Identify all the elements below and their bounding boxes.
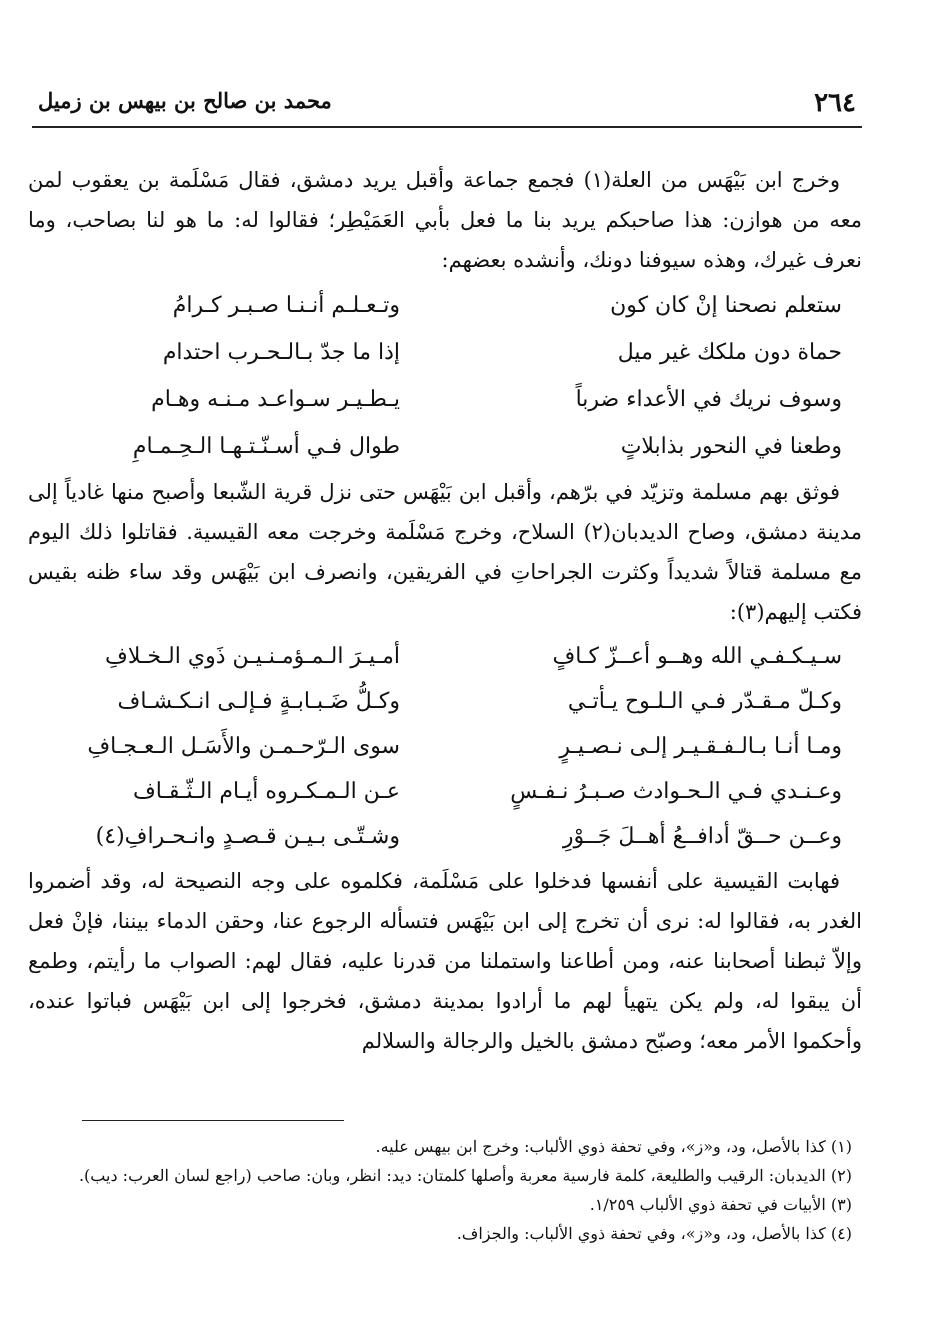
first-hemistich: ومـا أنـا بـالـفـقـيـر إلـى نـصـيـرٍ: [559, 734, 842, 759]
first-hemistich: وكـلّ مـقـدّر فـي الـلـوح يـأتـي: [567, 689, 842, 714]
header-rule: [32, 126, 862, 128]
second-hemistich: سوى الـرّحـمـن والأَسَـل الـعـجـافِ: [87, 734, 400, 759]
footnote: (٣) الأبيات في تحفة ذوي الألباب ١/٢٥٩.: [589, 1195, 852, 1214]
paragraph: وخرج ابن بَيْهَس من العلة(١) فجمع جماعة وأقبل يريد دمشق، فقال مَسْلَمة بن يعقوب لمن معه من هوازن: هذا صاحبكم يريد بنا ما فعل بأبي العَمَيْطِر؛ فقالوا له: ما هو لنا بصاحب، وما نعرف غيرك، وهذه سيوفنا دونك، وأنشده بعضهم:: [28, 168, 862, 272]
verse-line: [28, 634, 862, 679]
verse-line: [28, 376, 862, 423]
running-title: محمد بن صالح بن بيهس بن زميل: [38, 88, 332, 113]
main-text: [28, 160, 862, 1061]
verse-line: [28, 282, 862, 329]
poem: [28, 282, 862, 470]
second-hemistich: أمـيـرَ الـمـؤمـنـيـن ذَوي الـخـلافِ: [105, 644, 400, 669]
second-hemistich: وكـلُّ ضَـبـابـةٍ فـإلـى انـكـشـاف: [117, 689, 400, 714]
second-hemistich: عـن الـمـكـروه أيـام الـثّـقـاف: [132, 779, 400, 804]
verse-line: [28, 329, 862, 376]
verse-line: [28, 814, 862, 859]
paragraph: فوثق بهم مسلمة وتزيّد في برّهم، وأقبل ابن بَيْهَس حتى نزل قرية الشّبعا وأصبح منها غادياً إلى مدينة دمشق، وصاح الديدبان(٢) السلاح، وخرج مَسْلَمة وخرجت معه القيسية. فقاتلوا ذلك اليوم مع مسلمة قتالاً شديداً وكثرت الجراحاتِ في الفريقين، وانصرف ابن بَيْهَس وقد ساء ظنه بقيس فكتب إليهم(٣):: [28, 480, 862, 624]
first-hemistich: سـيـكـفـي الله وهــو أعــزّ كـافٍ: [552, 644, 842, 669]
paragraph: فهابت القيسية على أنفسها فدخلوا على مَسْلَمة، فكلموه على وجه النصيحة له، وقد أضمروا الغدر به، فقالوا له: نرى أن تخرج إلى ابن بَيْهَس فتسأله الرجوع عنا، وحقن الدماء بيننا، فإنْ فعل وإلاّ ثبطنا أصحابنا عنه، ومن أطاعنا واستملنا من قدرنا عليه، فقال لهم: الصواب ما رأيتم، وطمع أن يبقوا له، ولم يكن يتهيأ لهم ما أرادوا بمدينة دمشق، فخرجوا إلى ابن بَيْهَس فباتوا عنده، وأحكموا الأمر معه؛ وصبّح دمشق بالخيل والرجالة والسلالم: [28, 869, 862, 1053]
footnote: (١) كذا بالأصل، ود، و«ز»، وفي تحفة ذوي الألباب: وخرج ابن بيهس عليه.: [375, 1137, 852, 1156]
verse-line: [28, 769, 862, 814]
verse-line: [28, 423, 862, 470]
footnotes: [60, 1132, 852, 1248]
first-hemistich: وعـنـدي فـي الـحـوادث صـبـرُ نـفـسٍ: [510, 779, 842, 804]
footnote: (٢) الديدبان: الرقيب والطليعة، كلمة فارسية معربة وأصلها كلمتان: ديد: انظر، وبان: صاحب (راجع لسان العرب: ديب).: [78, 1166, 852, 1185]
first-hemistich: حماة دون ملكك غير ميل: [617, 340, 842, 365]
verse-line: [28, 724, 862, 769]
second-hemistich: وتـعـلـم أنـنـا صـبـر كـرامُ: [172, 293, 400, 318]
poem: [28, 634, 862, 859]
verse-line: [28, 679, 862, 724]
second-hemistich: طوال فـي أسـنّـتـهـا الـحِـمـامِ: [132, 434, 400, 459]
second-hemistich: إذا ما جدّ بـالـحـرب احتدام: [162, 340, 400, 365]
page-header: [38, 88, 856, 124]
page-number: ٢٦٤: [814, 88, 856, 118]
first-hemistich: وطعنا في النحور بذابلاتٍ: [620, 434, 842, 459]
first-hemistich: وعــن حــقّ أدافــعُ أهــلَ جَــوْرِ: [562, 824, 842, 849]
footnote: (٤) كذا بالأصل، ود، و«ز»، وفي تحفة ذوي الألباب: والجزاف.: [456, 1224, 852, 1243]
second-hemistich: يـطـيـر سـواعـد مـنـه وهـام: [151, 387, 400, 412]
first-hemistich: وسوف نريك في الأعداء ضرباً: [575, 387, 842, 412]
second-hemistich: وشـتّـى بـيـن قـصـدٍ وانـحـرافِ(٤): [95, 824, 400, 849]
footnote-rule: [82, 1120, 344, 1121]
first-hemistich: ستعلم نصحنا إنْ كان كون: [610, 293, 842, 318]
